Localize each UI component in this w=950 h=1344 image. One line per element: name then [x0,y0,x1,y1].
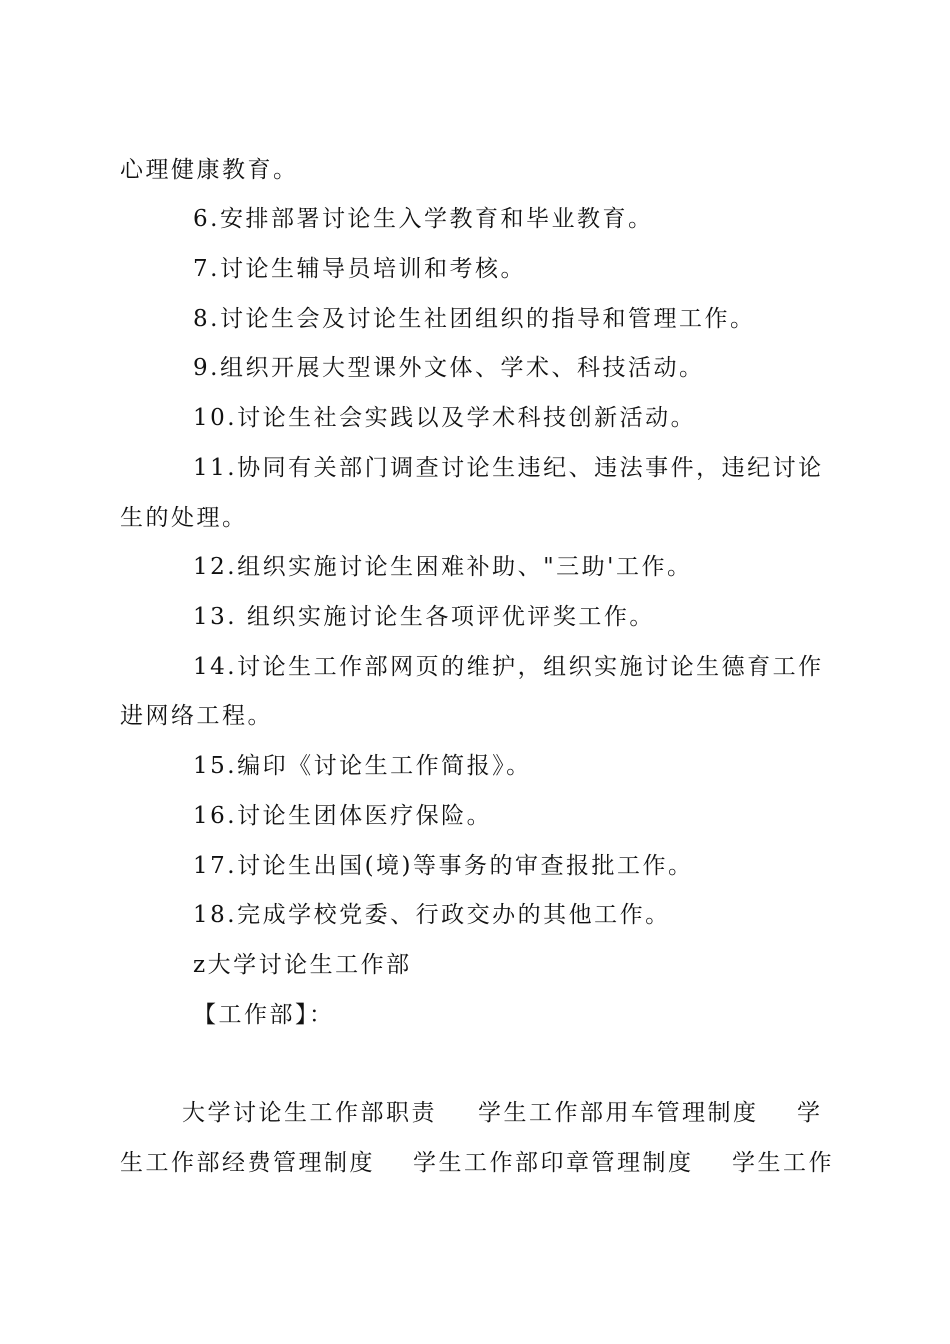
list-item-17: 17.讨论生出国(境)等事务的审查报批工作。 [193,853,694,879]
list-item-16: 16.讨论生团体医疗保险。 [193,803,493,829]
related-link-funding-rules[interactable]: 生工作部经费管理制度 [120,1150,375,1176]
list-item-13: 13. 组织实施讨论生各项评优评奖工作。 [193,604,655,630]
signature-department: z大学讨论生工作部 [193,952,412,978]
list-item-11: 11.协同有关部门调查讨论生违纪、违法事件，违纪讨论 [193,455,824,481]
related-link-vehicle-rules[interactable]: 学生工作部用车管理制度 [478,1100,759,1126]
list-item-8: 8.讨论生会及讨论生社团组织的指导和管理工作。 [193,306,756,332]
related-link-truncated[interactable]: 学生工作 [732,1150,834,1176]
list-item-18: 18.完成学校党委、行政交办的其他工作。 [193,902,671,928]
list-item-14-continued: 进网络工程。 [120,703,273,729]
list-item-15: 15.编印《讨论生工作简报》。 [193,753,532,779]
section-heading-work-dept: 【工作部】： [193,1002,335,1028]
list-item-12: 12.组织实施讨论生困难补助、"三助'工作。 [193,554,693,580]
list-item-7: 7.讨论生辅导员培训和考核。 [193,256,526,282]
related-link-fragment[interactable]: 学 [797,1100,823,1126]
related-link-seal-rules[interactable]: 学生工作部印章管理制度 [413,1150,694,1176]
related-link-duties[interactable]: 大学讨论生工作部职责 [182,1100,437,1126]
list-item-6: 6.安排部署讨论生入学教育和毕业教育。 [193,206,654,232]
list-item-10: 10.讨论生社会实践以及学术科技创新活动。 [193,405,697,431]
text-line-1: 心理健康教育。 [120,157,299,183]
list-item-9: 9.组织开展大型课外文体、学术、科技活动。 [193,355,705,381]
list-item-11-continued: 生的处理。 [120,505,248,531]
list-item-14: 14.讨论生工作部网页的维护，组织实施讨论生德育工作 [193,654,824,680]
